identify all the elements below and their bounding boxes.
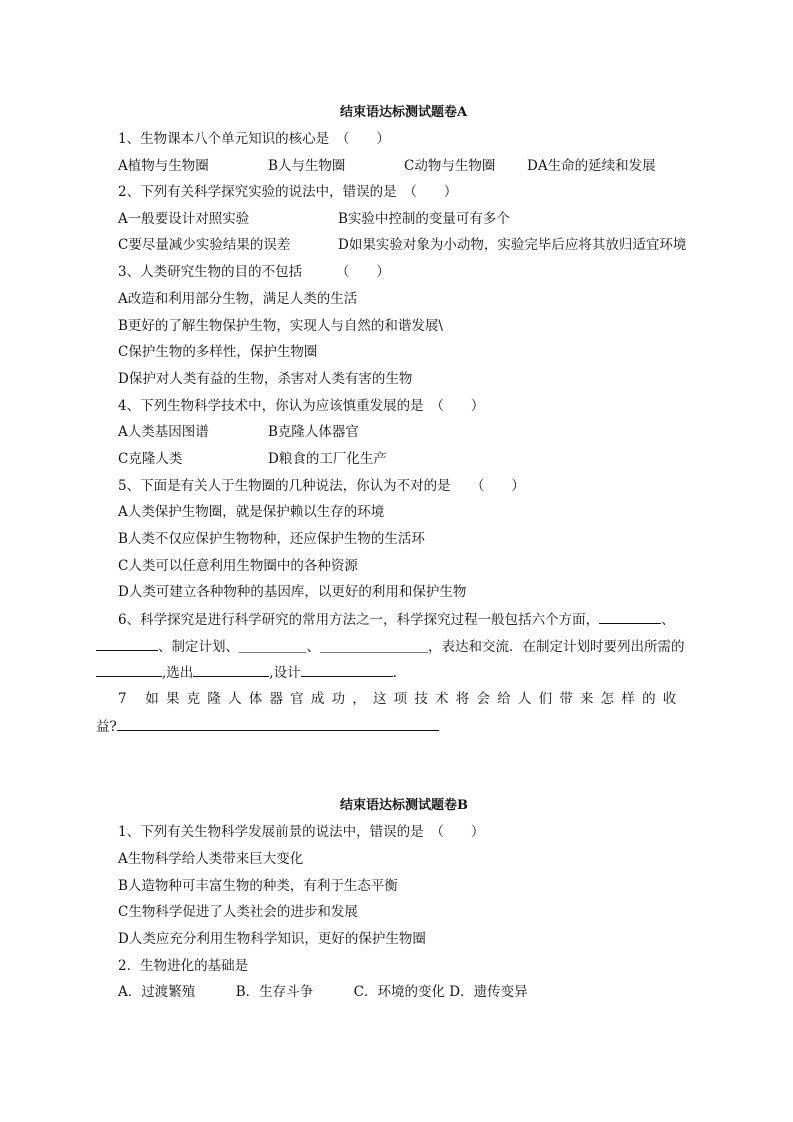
a-q6-blank-3[interactable] [96, 663, 162, 677]
a-q6-part1: 6、科学探究是进行科学研究的常用方法之一，科学探究过程一般包括六个方面， [118, 612, 600, 628]
a-q2-stem: 2、下列有关科学探究实验的说法中，错误的是 （ ） [118, 184, 458, 200]
a-q3-option-d: D保护对人类有益的生物，杀害对人类有害的生物 [118, 371, 413, 387]
a-q6-end: . [392, 665, 397, 681]
b-q1-stem: 1、下列有关生物科学发展前景的说法中，错误的是 （ ） [118, 824, 485, 840]
a-q2-option-a: A一般要设计对照实验 [118, 211, 250, 227]
a-q2-option-d: D如果实验对象为小动物，实验完毕后应将其放归适宜环境 [338, 237, 687, 253]
b-q1-option-c: C生物科学促进了人类社会的进步和发展 [118, 904, 358, 920]
a-q5-option-b: B人类不仅应保护生物物种，还应保护生物的生活环 [118, 531, 425, 547]
a-q6-sep1: 、 [661, 612, 675, 628]
a-q5-stem: 5、下面是有关人于生物圈的几种说法，你认为不对的是 （ ） [118, 478, 525, 494]
a-q5-option-a: A人类保护生物圈，就是保护赖以生存的环境 [118, 504, 385, 520]
a-q4-stem: 4、下列生物科学技术中，你认为应该慎重发展的是 （ ） [118, 398, 485, 414]
b-q2-options: A．过渡繁殖 B．生存斗争 C．环境的变化 D．遗传变异 [118, 984, 528, 1000]
a-q2-option-b: B实验中控制的变量可有多个 [338, 211, 510, 227]
a-q1-option-d: DA生命的延续和发展 [527, 158, 656, 174]
a-q6-part2: 、制定计划、 [158, 639, 239, 655]
a-q6-part5: ,设计 [269, 665, 301, 681]
a-q7-line2 [96, 717, 439, 736]
a-q1-option-a: A植物与生物圈 [118, 158, 209, 174]
a-q4-option-d: D粮食的工厂化生产 [268, 451, 387, 467]
a-q3-option-c: C保护生物的多样性，保护生物圈 [118, 344, 318, 360]
a-q6-blank-2[interactable] [96, 637, 158, 651]
a-q4-option-b: B克隆人体器官 [268, 424, 359, 440]
b-q1-option-a: A生物科学给人类带来巨大变化 [118, 851, 304, 867]
a-q6-part3: ，表达和交流．在制定计划时要列出所需的 [428, 639, 685, 655]
a-q1-option-b: B人与生物圈 [268, 158, 346, 174]
b-q1-option-d: D人类应充分利用生物科学知识，更好的保护生物圈 [118, 931, 426, 947]
a-q6-line2 [96, 637, 685, 656]
a-q7-answer-blank[interactable] [117, 717, 439, 731]
a-q6-dashes-2[interactable]: ＿＿＿＿＿＿＿＿ [320, 639, 428, 655]
b-q1-option-b: B人造物种可丰富生物的种类，有利于生态平衡 [118, 878, 398, 894]
a-q6-line1 [118, 610, 675, 629]
a-q6-part4: ,选出 [162, 665, 194, 681]
a-q5-option-d: D人类可建立各种物种的基因库，以更好的利用和保护生物 [118, 584, 467, 600]
a-q6-blank-1[interactable] [599, 610, 661, 624]
a-q2-option-c: C要尽量减少实验结果的误差 [118, 237, 291, 253]
paper-b-title: 结束语达标测试题卷B [340, 798, 468, 813]
a-q6-dashes-1[interactable]: ＿＿＿＿＿、 [239, 639, 320, 655]
a-q7-cont: 益? [96, 719, 117, 735]
a-q3-option-b: B更好的了解生物保护生物，实现人与自然的和谐发展\ [118, 318, 443, 334]
a-q1-stem: 1、生物课本八个单元知识的核心是 （ ） [118, 131, 390, 147]
b-q2-stem: 2．生物进化的基础是 [118, 958, 249, 974]
a-q6-blank-4[interactable] [193, 663, 269, 677]
a-q3-option-a: A改造和利用部分生物，满足人类的生活 [118, 291, 358, 307]
paper-a-title: 结束语达标测试题卷A [340, 105, 468, 120]
a-q7-stem: 7 如果克隆人体器官成功，这项技术将会给人们带来怎样的收 [118, 691, 684, 707]
a-q3-stem: 3、人类研究生物的目的不包括 （ ） [118, 264, 390, 280]
a-q4-option-a: A人类基因图谱 [118, 424, 209, 440]
a-q6-blank-5[interactable] [301, 663, 393, 677]
a-q6-line3 [96, 663, 397, 682]
a-q1-option-c: C动物与生物圈 [404, 158, 496, 174]
a-q4-option-c: C克隆人类 [118, 451, 183, 467]
a-q5-option-c: C人类可以任意利用生物圈中的各种资源 [118, 558, 358, 574]
